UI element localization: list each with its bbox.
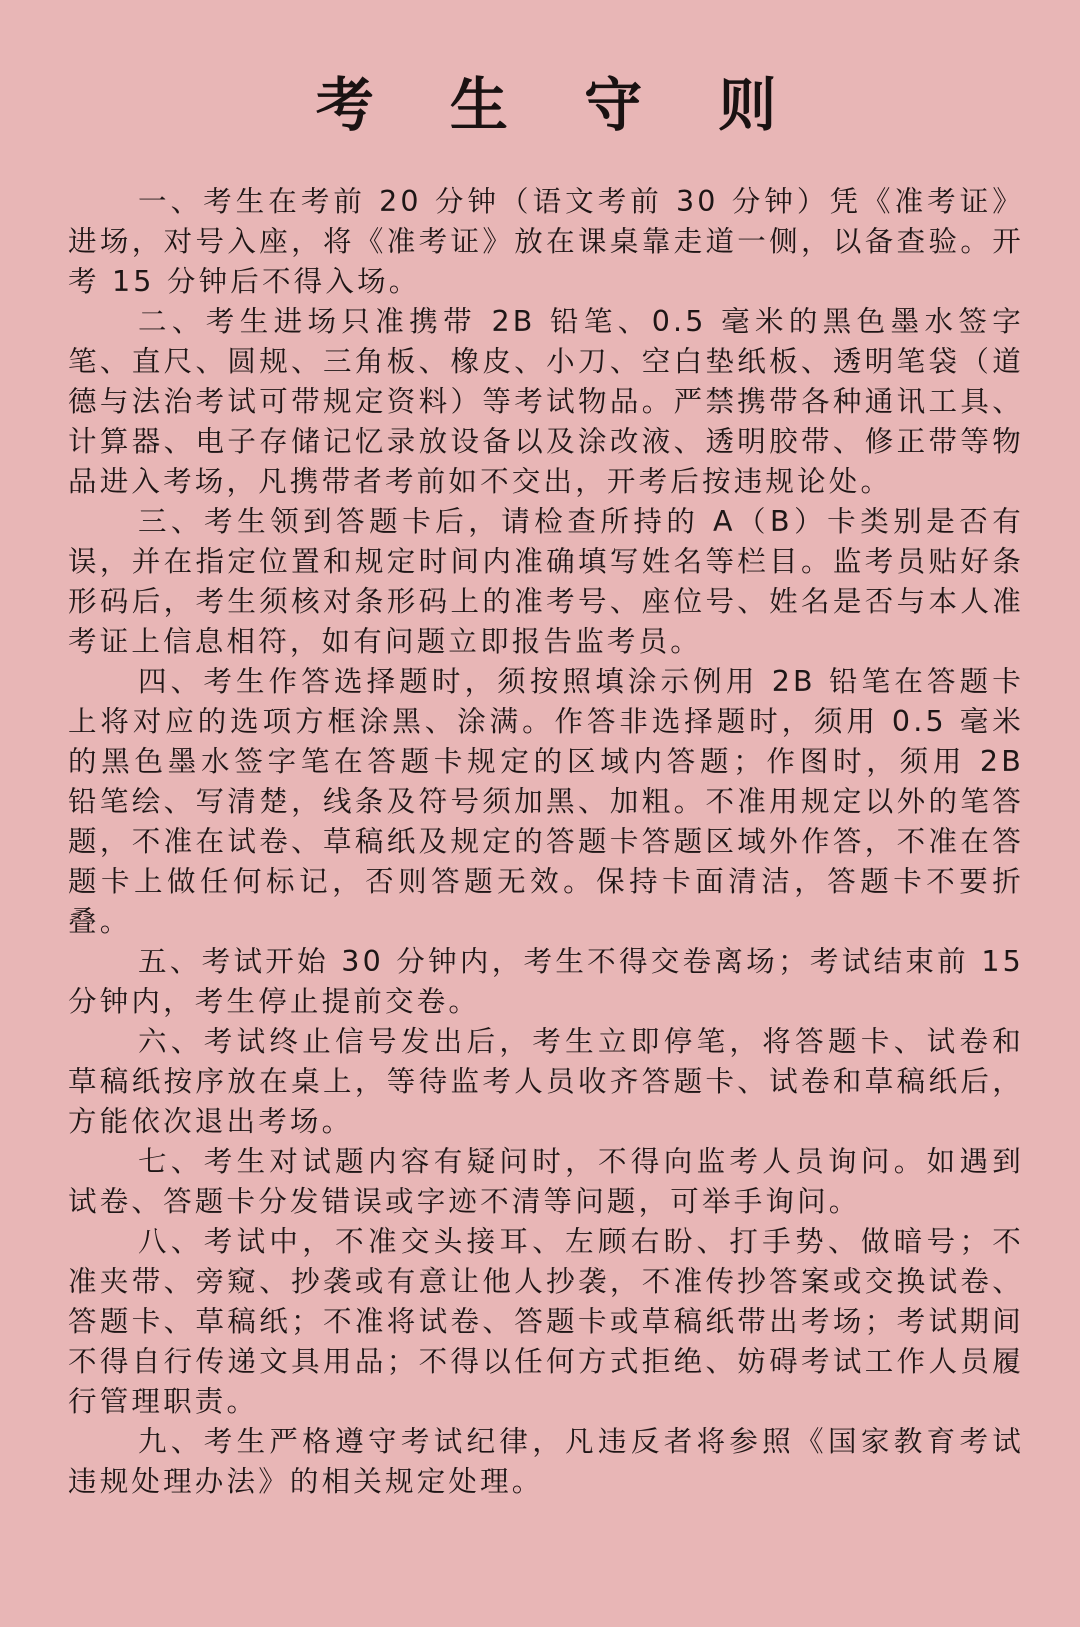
document-title: 考 生 守 则 [315,71,805,139]
rule-item-3: 三、考生领到答题卡后，请检查所持的 A（B）卡类别是否有误，并在指定位置和规定时间内准确填写姓名等栏目。监考员贴好条形码后，考生须核对条形码上的准考号、座位号、姓名是否与本人准考证上信息相符，如有问题立即报告监考员。 [68,505,1024,658]
rule-item-6: 六、考试终止信号发出后，考生立即停笔，将答题卡、试卷和草稿纸按序放在桌上，等待监考人员收齐答题卡、试卷和草稿纸后，方能依次退出考场。 [68,1025,1024,1138]
rules-list [68,182,1024,1502]
rule-item-8: 八、考试中，不准交头接耳、左顾右盼、打手势、做暗号；不准夹带、旁窥、抄袭或有意让他人抄袭，不准传抄答案或交换试卷、答题卡、草稿纸；不准将试卷、答题卡或草稿纸带出考场；考试期间不得自行传递文具用品；不得以任何方式拒绝、妨碍考试工作人员履行管理职责。 [68,1225,1024,1418]
rule-item-9: 九、考生严格遵守考试纪律，凡违反者将参照《国家教育考试违规处理办法》的相关规定处理。 [68,1425,1024,1498]
rule-item-2: 二、考生进场只准携带 2B 铅笔、0.5 毫米的黑色墨水签字笔、直尺、圆规、三角板、橡皮、小刀、空白垫纸板、透明笔袋（道德与法治考试可带规定资料）等考试物品。严禁携带各种通讯工具、计算器、电子存储记忆录放设备以及涂改液、透明胶带、修正带等物品进入考场，凡携带者考前如不交出，开考后按违规论处。 [68,305,1024,498]
rule-item-4: 四、考生作答选择题时，须按照填涂示例用 2B 铅笔在答题卡上将对应的选项方框涂黑、涂满。作答非选择题时，须用 0.5 毫米的黑色墨水签字笔在答题卡规定的区域内答题；作图时，须用 2B 铅笔绘、写清楚，线条及符号须加黑、加粗。不准用规定以外的笔答题，不准在试卷、草稿纸及规定的答题卡答题区域外作答，不准在答题卡上做任何标记，否则答题无效。保持卡面清洁，答题卡不要折叠。 [68,665,1024,938]
rule-item-5: 五、考试开始 30 分钟内，考生不得交卷离场；考试结束前 15 分钟内，考生停止提前交卷。 [68,945,1024,1018]
rule-item-7: 七、考生对试题内容有疑问时，不得向监考人员询问。如遇到试卷、答题卡分发错误或字迹不清等问题，可举手询问。 [68,1145,1024,1218]
rule-item-1: 一、考生在考前 20 分钟（语文考前 30 分钟）凭《准考证》进场，对号入座，将《准考证》放在课桌靠走道一侧，以备查验。开考 15 分钟后不得入场。 [68,185,1024,298]
